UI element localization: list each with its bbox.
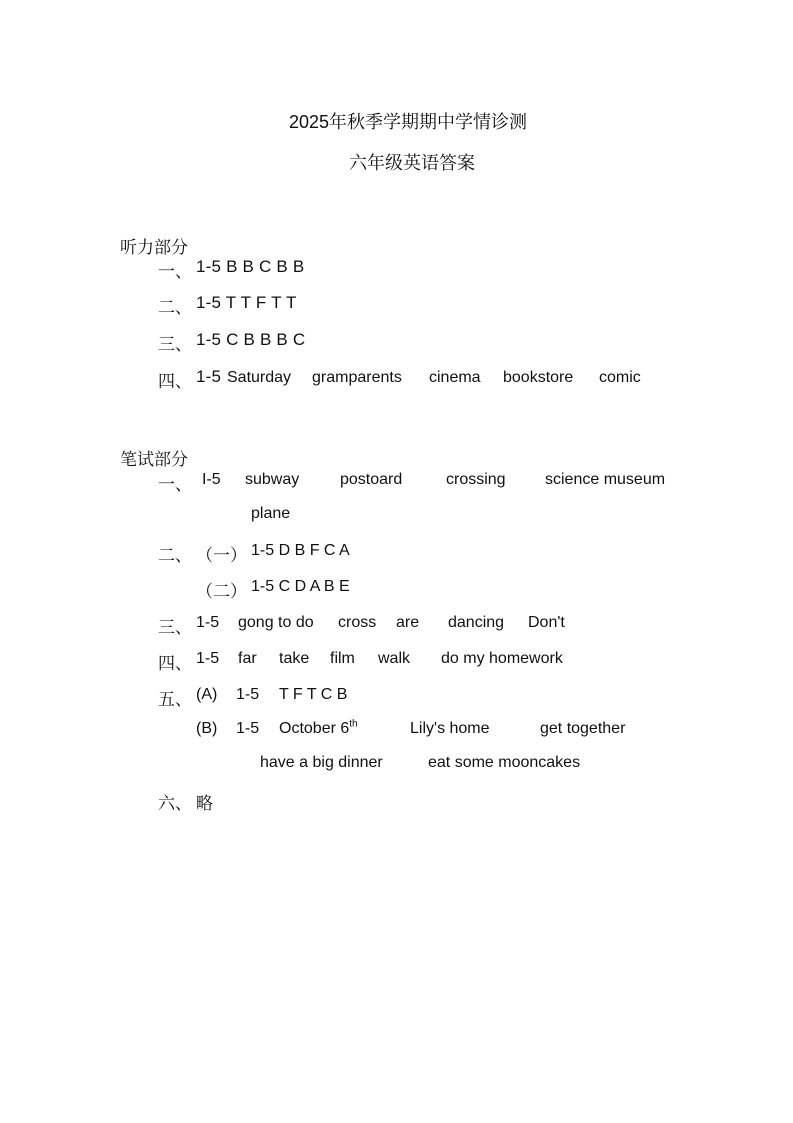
- written-4-range: 1-5: [196, 650, 220, 667]
- listening-1-label: 一、: [158, 262, 192, 281]
- listening-4-word: gramparents: [312, 369, 402, 386]
- written-2-sub1-answer: 1-5 D B F C A: [251, 542, 350, 559]
- listening-4-label: 四、: [158, 372, 192, 391]
- listening-2-answer: 1-5 T T F T T: [196, 293, 297, 312]
- listening-4-word: comic: [599, 369, 641, 386]
- written-5a-tag: (A): [196, 686, 218, 703]
- page-title: 2025年秋季学期期中学情诊测: [289, 112, 528, 132]
- written-5a-range: 1-5: [236, 686, 260, 703]
- written-5a-answer: T F T C B: [279, 686, 348, 703]
- written-2-sub2-answer: 1-5 C D A B E: [251, 578, 350, 595]
- written-5b-word: have a big dinner: [260, 754, 383, 771]
- written-1-word: plane: [251, 505, 291, 522]
- written-5b-tag: (B): [196, 720, 218, 737]
- written-2-label: 二、: [158, 546, 192, 565]
- written-1-word: crossing: [446, 471, 506, 488]
- listening-4-word: bookstore: [503, 369, 574, 386]
- written-6-answer: 略: [196, 794, 213, 813]
- written-5b-word: get together: [540, 720, 626, 737]
- written-1-word: science museum: [545, 471, 666, 488]
- written-3-word: cross: [338, 614, 377, 631]
- written-5b-word: eat some mooncakes: [428, 754, 581, 771]
- page-subtitle: 六年级英语答案: [349, 153, 475, 173]
- written-3-label: 三、: [158, 618, 192, 637]
- listening-heading: 听力部分: [120, 238, 188, 257]
- written-2-sub1-label: （一）: [196, 546, 247, 565]
- written-1-label: 一、: [158, 475, 192, 494]
- written-5b-word: Lily's home: [410, 720, 490, 737]
- written-3-word: Don't: [528, 614, 565, 631]
- written-3-word: dancing: [448, 614, 505, 631]
- written-3-word: gong to do: [238, 614, 314, 631]
- written-6-label: 六、: [158, 794, 192, 813]
- written-4-label: 四、: [158, 654, 192, 673]
- listening-4-word: Saturday: [227, 369, 292, 386]
- written-2-sub2-label: （二）: [196, 582, 247, 601]
- written-5b-date-suffix: th: [349, 718, 358, 730]
- written-heading: 笔试部分: [120, 450, 188, 469]
- listening-3-answer: 1-5 C B B B C: [196, 330, 306, 349]
- written-1-range: I-5: [202, 471, 221, 488]
- written-5b-range: 1-5: [236, 720, 260, 737]
- written-4-word: film: [330, 650, 355, 667]
- written-4-word: do my homework: [441, 650, 563, 667]
- listening-1-answer: 1-5 B B C B B: [196, 257, 305, 276]
- written-5b-date: [279, 720, 358, 738]
- written-5-label: 五、: [158, 690, 192, 709]
- listening-3-label: 三、: [158, 335, 192, 354]
- written-3-range: 1-5: [196, 614, 220, 631]
- written-4-word: walk: [378, 650, 411, 667]
- written-3-word: are: [396, 614, 420, 631]
- written-1-word: postoard: [340, 471, 403, 488]
- listening-4-word: cinema: [429, 369, 481, 386]
- written-5b-date-text: October 6: [279, 720, 350, 737]
- listening-4-range: 1-5: [196, 367, 222, 386]
- listening-2-label: 二、: [158, 298, 192, 317]
- written-4-word: far: [238, 650, 257, 667]
- written-4-word: take: [279, 650, 310, 667]
- written-1-word: subway: [245, 471, 300, 488]
